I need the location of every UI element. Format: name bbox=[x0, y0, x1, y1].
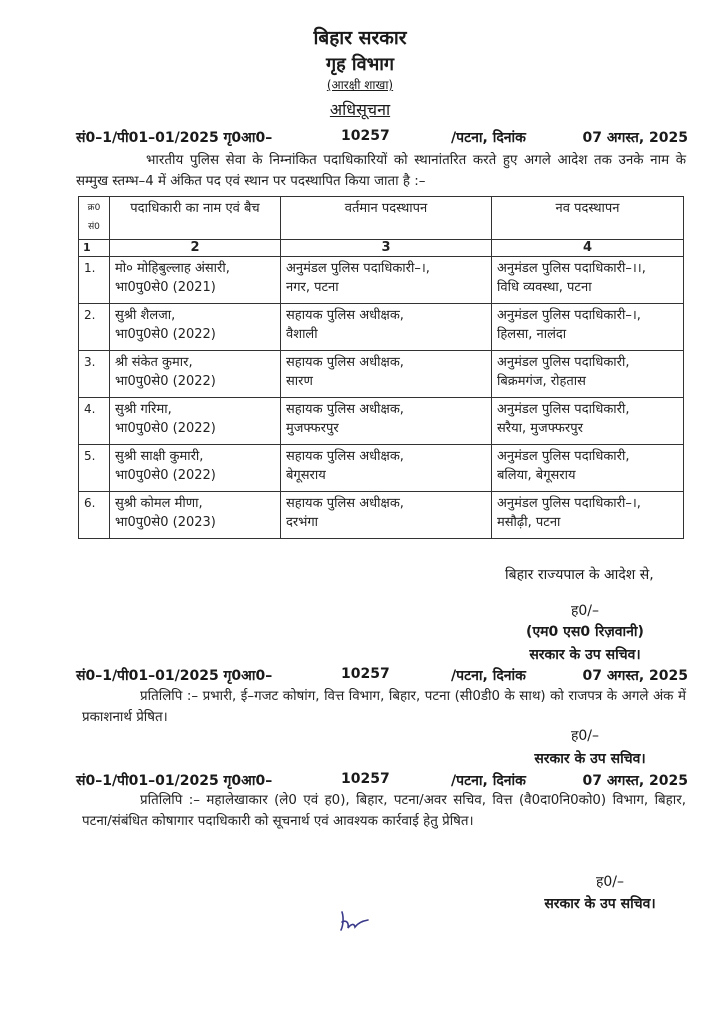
current-post: सहायक पुलिस अधीक्षक, bbox=[286, 308, 404, 323]
governor-order: बिहार राज्यपाल के आदेश से, bbox=[505, 567, 654, 583]
current-place: दरभंगा bbox=[286, 515, 319, 530]
serial-number: 6. bbox=[79, 492, 110, 539]
column-number-row bbox=[79, 240, 684, 257]
document-title: अधिसूचना bbox=[329, 100, 391, 119]
table-row bbox=[79, 398, 684, 445]
current-posting-cell bbox=[281, 304, 492, 351]
new-place: विधि व्यवस्था, पटना bbox=[497, 280, 592, 295]
reference-line-2 bbox=[76, 666, 688, 686]
reference-code: सं0–1/पी01–01/2025 गृ0आ0– bbox=[76, 773, 273, 789]
table-row bbox=[79, 445, 684, 492]
new-posting-cell bbox=[492, 492, 684, 539]
current-post: सहायक पुलिस अधीक्षक, bbox=[286, 402, 404, 417]
initial-signature-mark bbox=[338, 908, 372, 934]
current-posting-cell bbox=[281, 492, 492, 539]
table-row bbox=[79, 351, 684, 398]
branch-heading: (आरक्षी शाखा) bbox=[326, 78, 394, 92]
table-row bbox=[79, 257, 684, 304]
header-officer: पदाधिकारी का नाम एवं बैच bbox=[110, 197, 281, 240]
serial-number: 2. bbox=[79, 304, 110, 351]
current-posting-cell bbox=[281, 257, 492, 304]
officer-cell bbox=[110, 304, 281, 351]
officer-cell bbox=[110, 257, 281, 304]
reference-place: /पटना, दिनांक bbox=[451, 668, 526, 684]
new-posting-cell bbox=[492, 304, 684, 351]
table-row bbox=[79, 304, 684, 351]
copy-1-paragraph: प्रतिलिपि :– प्रभारी, ई–गजट कोषांग, वित्त विभाग, बिहार, पटना (सी0डी0 के साथ) को राजपत्र के अगले अंक में प्रकाशनार्थ प्रेषित। bbox=[82, 689, 686, 725]
current-place: वैशाली bbox=[286, 327, 318, 342]
new-post: अनुमंडल पुलिस पदाधिकारी, bbox=[497, 355, 630, 370]
copy-2-designation: सरकार के उप सचिव। bbox=[544, 896, 656, 912]
current-post: सहायक पुलिस अधीक्षक, bbox=[286, 496, 404, 511]
new-posting-cell bbox=[492, 351, 684, 398]
new-post: अनुमंडल पुलिस पदाधिकारी, bbox=[497, 402, 630, 417]
reference-line-1 bbox=[76, 128, 688, 148]
reference-code: सं0–1/पी01–01/2025 गृ0आ0– bbox=[76, 668, 273, 684]
header-new-posting: नव पदस्थापन bbox=[492, 197, 684, 240]
officer-batch: भा0पु0से0 (2023) bbox=[115, 515, 216, 530]
officer-cell bbox=[110, 398, 281, 445]
current-place: मुजफ्फरपुर bbox=[286, 421, 339, 436]
reference-place: /पटना, दिनांक bbox=[451, 130, 526, 146]
new-post: अनुमंडल पुलिस पदाधिकारी, bbox=[497, 449, 630, 464]
serial-number: 4. bbox=[79, 398, 110, 445]
current-post: अनुमंडल पुलिस पदाधिकारी–।, bbox=[286, 261, 430, 276]
reference-number: 10257 bbox=[341, 666, 390, 682]
column-number: 3 bbox=[281, 240, 492, 257]
current-post: सहायक पुलिस अधीक्षक, bbox=[286, 355, 404, 370]
officer-name: श्री संकेत कुमार, bbox=[115, 355, 193, 370]
reference-date: 07 अगस्त, 2025 bbox=[582, 668, 688, 684]
intro-paragraph: भारतीय पुलिस सेवा के निम्नांकित पदाधिकारियों को स्थानांतरित करते हुए अगले आदेश तक उनके नाम के सम्मुख स्तम्भ–4 में अंकित पद एवं स्थान पर पदस्थापित किया जाता है :– bbox=[76, 153, 686, 189]
new-place: हिलसा, नालंदा bbox=[497, 327, 567, 342]
header-current-posting: वर्तमान पदस्थापन bbox=[281, 197, 492, 240]
govt-heading: बिहार सरकार bbox=[313, 27, 407, 49]
current-posting-cell bbox=[281, 351, 492, 398]
officer-batch: भा0पु0से0 (2022) bbox=[115, 327, 216, 342]
officer-cell bbox=[110, 351, 281, 398]
officer-name: सुश्री साक्षी कुमारी, bbox=[115, 449, 204, 464]
current-place: नगर, पटना bbox=[286, 280, 339, 295]
officer-batch: भा0पु0से0 (2022) bbox=[115, 468, 216, 483]
copy-1-sd: ह0/– bbox=[570, 728, 600, 744]
new-place: मसौढ़ी, पटना bbox=[497, 515, 561, 530]
officer-batch: भा0पु0से0 (2021) bbox=[115, 280, 216, 295]
signatory-designation: सरकार के उप सचिव। bbox=[529, 647, 641, 663]
officer-name: मो० मोहिबुल्लाह अंसारी, bbox=[115, 261, 230, 276]
column-number: 4 bbox=[492, 240, 684, 257]
new-posting-cell bbox=[492, 257, 684, 304]
reference-code: सं0–1/पी01–01/2025 गृ0आ0– bbox=[76, 130, 273, 146]
serial-number: 3. bbox=[79, 351, 110, 398]
serial-number: 5. bbox=[79, 445, 110, 492]
table-row bbox=[79, 492, 684, 539]
copy-2-paragraph: प्रतिलिपि :– महालेखाकार (ले0 एवं ह0), बिहार, पटना/अवर सचिव, वित्त (वै0दा0नि0को0) विभाग, बिहार, पटना/संबंधित कोषागार पदाधिकारी को सूचनार्थ एवं आवश्यक कार्रवाई हेतु प्रेषित। bbox=[82, 793, 686, 829]
serial-number: 1. bbox=[79, 257, 110, 304]
reference-date: 07 अगस्त, 2025 bbox=[582, 130, 688, 146]
new-posting-cell bbox=[492, 445, 684, 492]
signatory-name: (एम0 एस0 रिज़वानी) bbox=[526, 624, 644, 640]
header-serial: क्र0 सं0 bbox=[79, 197, 110, 240]
column-number: 1 bbox=[79, 240, 110, 257]
new-posting-cell bbox=[492, 398, 684, 445]
copy-1-designation: सरकार के उप सचिव। bbox=[534, 751, 646, 767]
officer-batch: भा0पु0से0 (2022) bbox=[115, 421, 216, 436]
column-number: 2 bbox=[110, 240, 281, 257]
department-heading: गृह विभाग bbox=[325, 54, 395, 75]
new-place: बलिया, बेगूसराय bbox=[497, 468, 576, 483]
transfer-table bbox=[78, 196, 684, 539]
current-place: सारण bbox=[286, 374, 313, 389]
reference-place: /पटना, दिनांक bbox=[451, 773, 526, 789]
new-post: अनुमंडल पुलिस पदाधिकारी–।, bbox=[497, 308, 641, 323]
reference-line-3 bbox=[76, 771, 688, 791]
current-post: सहायक पुलिस अधीक्षक, bbox=[286, 449, 404, 464]
officer-cell bbox=[110, 492, 281, 539]
reference-number: 10257 bbox=[341, 771, 390, 787]
current-posting-cell bbox=[281, 445, 492, 492]
new-post: अनुमंडल पुलिस पदाधिकारी–।।, bbox=[497, 261, 646, 276]
current-posting-cell bbox=[281, 398, 492, 445]
officer-name: सुश्री कोमल मीणा, bbox=[115, 496, 203, 511]
reference-number: 10257 bbox=[341, 128, 390, 144]
officer-name: सुश्री गरिमा, bbox=[115, 402, 172, 417]
current-place: बेगूसराय bbox=[286, 468, 326, 483]
new-post: अनुमंडल पुलिस पदाधिकारी–।, bbox=[497, 496, 641, 511]
signature-sd: ह0/– bbox=[570, 603, 600, 619]
officer-batch: भा0पु0से0 (2022) bbox=[115, 374, 216, 389]
reference-date: 07 अगस्त, 2025 bbox=[582, 773, 688, 789]
new-place: बिक्रमगंज, रोहतास bbox=[497, 374, 586, 389]
officer-cell bbox=[110, 445, 281, 492]
officer-name: सुश्री शैलजा, bbox=[115, 308, 176, 323]
new-place: सरैया, मुजफ्फरपुर bbox=[497, 421, 583, 436]
copy-2-sd: ह0/– bbox=[595, 874, 625, 890]
